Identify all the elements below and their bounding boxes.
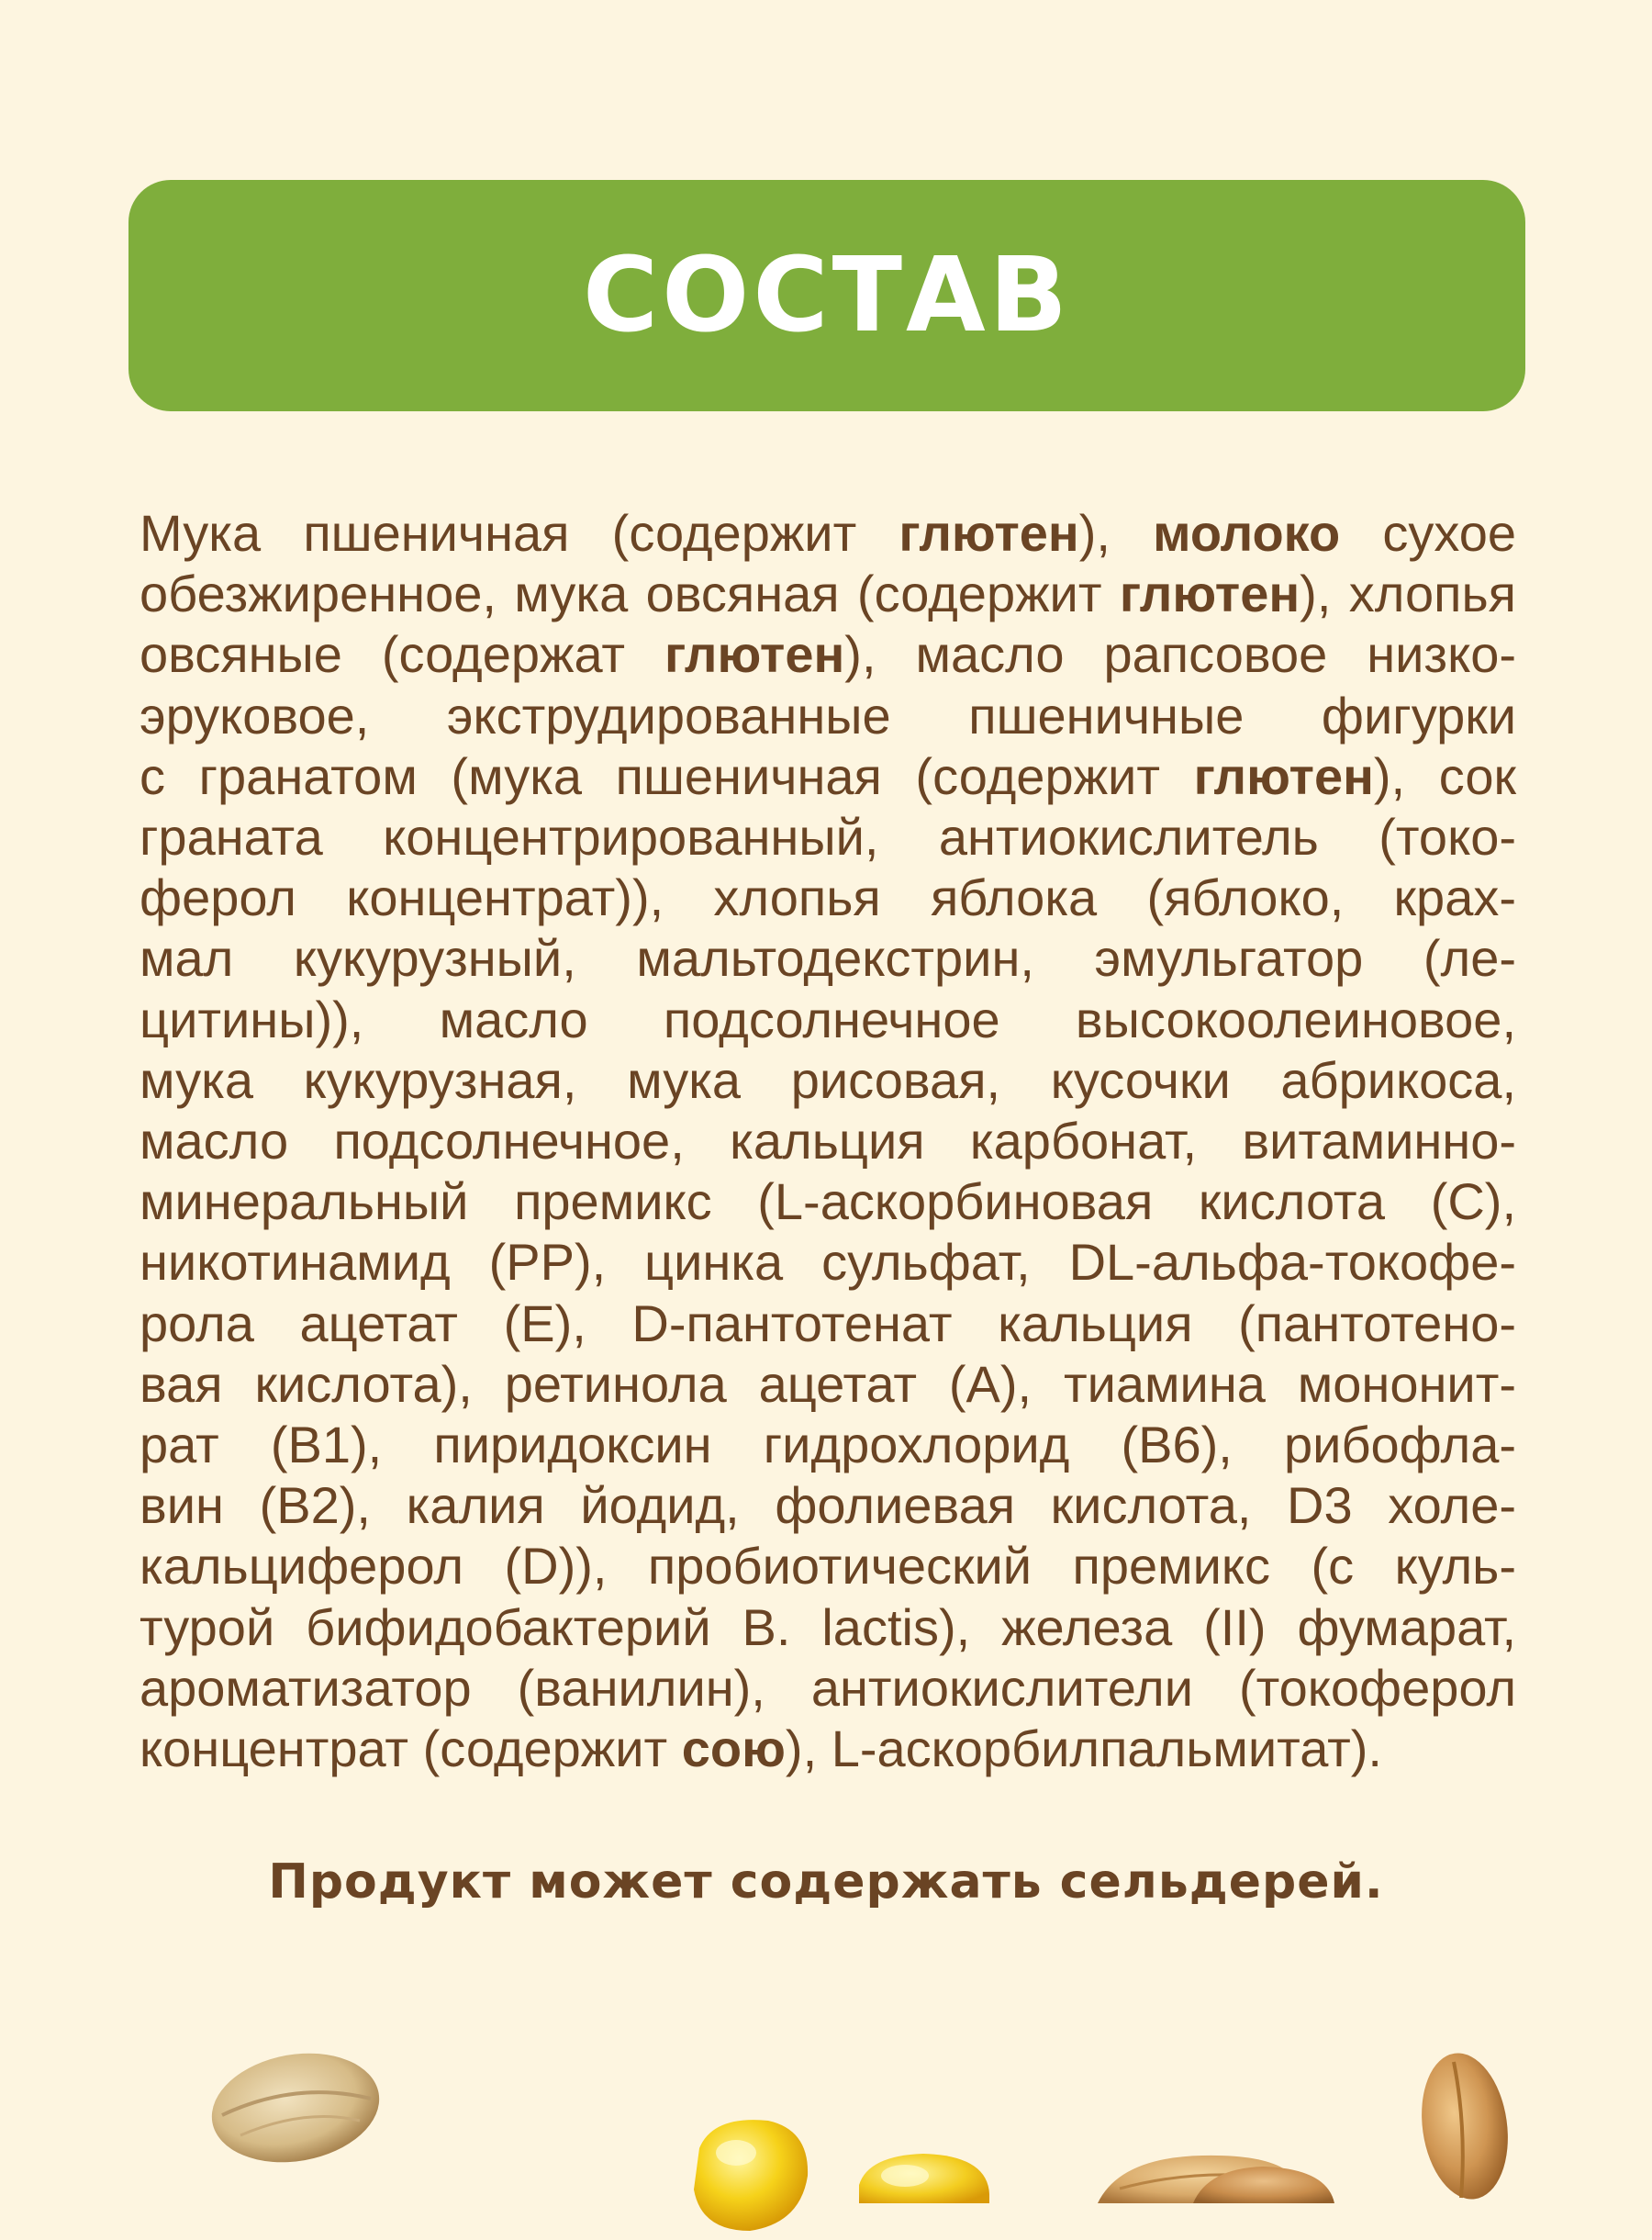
composition-line xyxy=(140,1354,1516,1415)
composition-fragment: концентрат (содержит xyxy=(140,1719,682,1778)
composition-line xyxy=(140,1415,1516,1475)
allergen-highlight: молоко xyxy=(1153,504,1341,562)
composition-line xyxy=(140,1050,1516,1111)
composition-fragment: с гранатом (мука пшеничная (содержит xyxy=(140,746,1194,805)
composition-fragment: кальциферол (D)), пробиотический премикс (с куль- xyxy=(140,1537,1516,1596)
composition-fragment: эруковое, экструдированные пшеничные фигурки xyxy=(140,686,1516,745)
composition-fragment: обезжиренное, мука овсяная (содержит xyxy=(140,565,1120,623)
composition-line xyxy=(140,1232,1516,1293)
composition-fragment: ферол концентрат)), хлопья яблока (яблоко, крах- xyxy=(140,868,1516,927)
composition-fragment: турой бифидобактерий B. lactis), железа (II) фумарат, xyxy=(140,1597,1516,1656)
oat-grain-icon xyxy=(204,2044,387,2172)
composition-text xyxy=(140,503,1516,1779)
composition-fragment: масло подсолнечное, кальция карбонат, витаминно- xyxy=(140,1112,1516,1170)
composition-line xyxy=(140,1294,1516,1354)
composition-fragment: Мука пшеничная (содержит xyxy=(140,504,899,562)
allergen-highlight: глютен xyxy=(1119,565,1300,623)
title-banner xyxy=(128,180,1525,411)
composition-fragment: граната концентрированный, антиокислитель (токо- xyxy=(140,808,1516,867)
composition-fragment: рат (В1), пиридоксин гидрохлорид (В6), рибофла- xyxy=(140,1416,1516,1474)
composition-fragment: сухое xyxy=(1340,504,1517,562)
composition-fragment: ароматизатор (ванилин), антиокислители (токоферол xyxy=(140,1658,1516,1717)
composition-fragment: ), xyxy=(1078,504,1154,562)
composition-fragment: ), сок xyxy=(1373,746,1516,805)
composition-line xyxy=(140,1719,1516,1779)
composition-fragment: минеральный премикс (L-аскорбиновая кислота (С), xyxy=(140,1172,1516,1231)
allergen-warning: Продукт может содержать сельдерей. xyxy=(268,1854,1384,1910)
allergen-highlight: глютен xyxy=(1193,746,1374,805)
composition-line xyxy=(140,503,1516,564)
composition-fragment: ), хлопья xyxy=(1300,565,1516,623)
composition-line xyxy=(140,1658,1516,1719)
composition-line xyxy=(140,746,1516,807)
page-title: СОСТАВ xyxy=(582,236,1072,355)
composition-line xyxy=(140,1536,1516,1596)
composition-line xyxy=(140,1111,1516,1171)
composition-line xyxy=(140,624,1516,685)
composition-line xyxy=(140,868,1516,928)
composition-fragment: рола ацетат (Е), D-пантотенат кальция (пантотено- xyxy=(140,1294,1516,1352)
composition-fragment: мал кукурузный, мальтодекстрин, эмульгатор (ле- xyxy=(140,929,1516,988)
composition-fragment: никотинамид (РР), цинка сульфат, DL-альфа-токофе- xyxy=(140,1233,1516,1292)
composition-line xyxy=(140,990,1516,1050)
composition-fragment: вин (В2), калия йодид, фолиевая кислота, D3 холе- xyxy=(140,1476,1516,1535)
allergen-highlight: глютен xyxy=(664,625,845,684)
corn-kernel-icon xyxy=(681,2111,819,2240)
composition-fragment: ), L-аскорбилпальмитат). xyxy=(785,1719,1382,1778)
allergen-highlight: сою xyxy=(681,1719,786,1778)
composition-line xyxy=(140,686,1516,746)
composition-fragment: вая кислота), ретинола ацетат (А), тиамина мононит- xyxy=(140,1354,1516,1413)
composition-line xyxy=(140,1171,1516,1232)
composition-fragment: ), масло рапсовое низко- xyxy=(844,625,1516,684)
composition-line xyxy=(140,1475,1516,1536)
composition-fragment: мука кукурузная, мука рисовая, кусочки абрикоса, xyxy=(140,1050,1516,1109)
composition-line xyxy=(140,564,1516,624)
composition-line xyxy=(140,1597,1516,1658)
composition-line xyxy=(140,928,1516,989)
composition-line xyxy=(140,807,1516,868)
composition-fragment: цитины)), масло подсолнечное высокоолеиновое, xyxy=(140,990,1516,1048)
composition-fragment: овсяные (содержат xyxy=(140,625,664,684)
corn-kernel-icon xyxy=(850,2148,997,2203)
allergen-highlight: глютен xyxy=(899,504,1079,562)
wheat-grain-icon xyxy=(1189,2165,1336,2203)
wheat-grain-icon xyxy=(1410,2044,1520,2203)
